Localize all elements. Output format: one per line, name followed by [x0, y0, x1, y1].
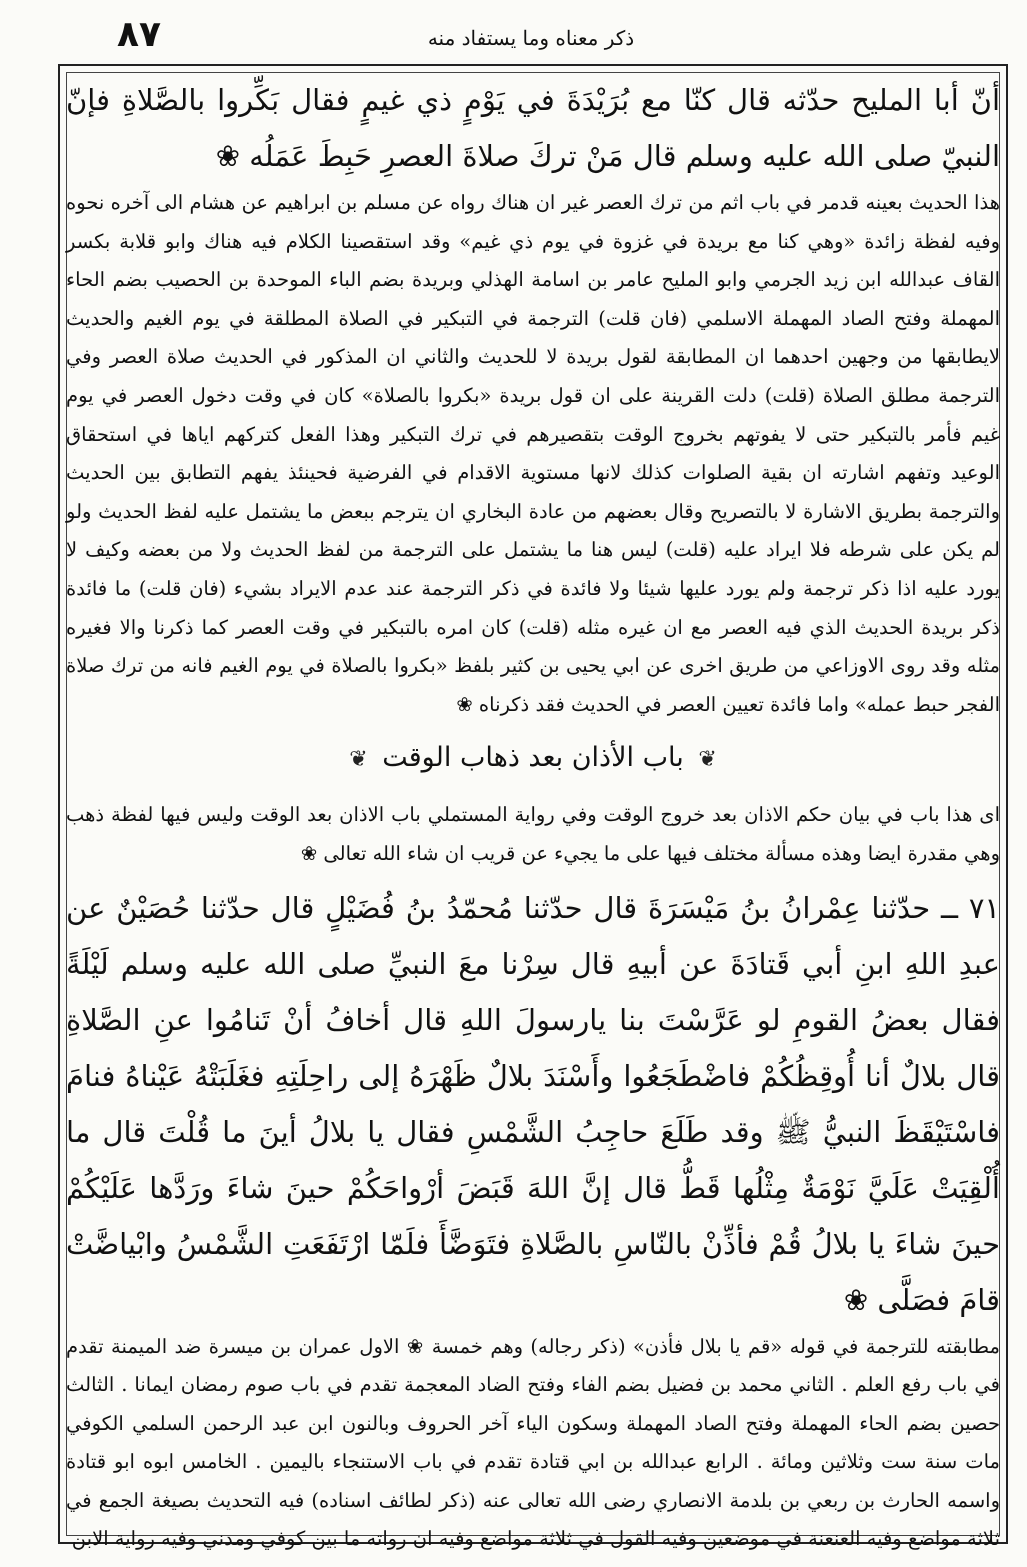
ornament-left-icon: ❦	[349, 747, 368, 773]
page-number: ۸۷	[117, 14, 161, 55]
hadith-text-1: أنّ أبا المليح حدّثه قال كنّا مع بُرَيْدَةَ في يَوْمٍ ذي غيمٍ فقال بَكِّروا بالصَّلاةِ فإنّ النبيّ صلى الله عليه وسلم قال مَنْ تركَ صلاةَ العصرِ حَبِطَ عَمَلُه ❀	[66, 83, 1000, 173]
running-title: ذكر معناه وما يستفاد منه	[427, 26, 635, 50]
page-header	[55, 14, 1007, 62]
main-text	[64, 72, 1002, 1559]
chapter-title: باب الأذان بعد ذهاب الوقت	[382, 742, 684, 774]
chapter-intro: اى هذا باب في بيان حكم الاذان بعد خروج الوقت وفي رواية المستملي باب الاذان بعد الوقت وليس فيها لفظة ذهب وهي مقدرة ايضا وهذه مسألة مختلف فيها على ما يجيء عن قريب ان شاء الله تعالى ❀	[66, 803, 1000, 865]
ornament-right-icon: ❦	[698, 747, 717, 773]
commentary-2: مطابقته للترجمة في قوله «قم يا بلال فأذن» (ذكر رجاله) وهم خمسة ❀ الاول عمران بن ميسرة ضد الميمنة تقدم في باب رفع العلم . الثاني محمد بن فضيل بضم الفاء وفتح الضاد المعجمة تقدم في باب صوم رمضان ايمانا . الثالث حصين بضم الحاء المهملة وفتح الصاد المهملة وسكون الياء آخر الحروف وبالنون ابن عبد الرحمن السلمي الكوفي مات سنة ست وثلاثين ومائة . الرابع عبدالله بن ابي قتادة تقدم في باب الاستنجاء باليمين . الخامس ابوه ابو قتادة واسمه الحارث بن ربعي بن بلدمة الانصاري رضى الله تعالى عنه (ذكر لطائف اسناده) فيه التحديث بصيغة الجمع في ثلاثة مواضع وفيه العنعنة في موضعين وفيه القول في ثلاثة مواضع وفيه ان رواته ما بين كوفي ومدني وفيه رواية الابن	[66, 1334, 1000, 1551]
hadith-text-2: ٧١ ــ حدّثنا عِمْرانُ بنُ مَيْسَرَةَ قال حدّثنا مُحمّدُ بنُ فُضَيْلٍ قال حدّثنا حُصَيْنٌ عن عبدِ اللهِ ابنِ أبي قَتادَةَ عن أبيهِ قال سِرْنا معَ النبيِّ صلى الله عليه وسلم لَيْلَةً فقال بعضُ القومِ لو عَرَّسْتَ بنا يارسولَ اللهِ قال أخافُ أنْ تَنامُوا عنِ الصَّلاةِ قال بلالٌ أنا أُوقِظُكُمْ فاضْطَجَعُوا وأَسْنَدَ بلالٌ ظَهْرَهُ إلى راحِلَتِهِ فغَلَبَتْهُ عَيْناهُ فنامَ فاسْتَيْقَظَ النبيُّ ﷺ وقد طَلَعَ حاجِبُ الشَّمْسِ فقال يا بلالُ أينَ ما قُلْتَ قال ما أُلْقِيَتْ عَلَيَّ نَوْمَةٌ مِثْلُها قَطُّ قال إنَّ اللهَ قَبَضَ أرْواحَكُمْ حينَ شاءَ ورَدَّها عَلَيْكُمْ حينَ شاءَ يا بلالُ قُمْ فأذِّنْ بالنّاسِ بالصَّلاةِ فتَوَضَّأَ فلَمّا ارْتَفَعَتِ الشَّمْسُ وابْياضَّتْ قامَ فصَلَّى ❀	[66, 890, 1000, 1317]
commentary-1: هذا الحديث بعينه قدمر في باب اثم من ترك العصر غير ان هناك رواه عن مسلم بن ابراهيم عن هشام الى آخره نحوه وفيه لفظة زائدة «وهي كنا مع بريدة في غزوة في يوم ذي غيم» وقد استقصينا الكلام فيه هناك وابو قلابة بكسر القاف عبدالله ابن زيد الجرمي وابو المليح عامر بن اسامة الهذلي وبريدة بضم الباء الموحدة بن الحصيب بضم الحاء المهملة وفتح الصاد المهملة الاسلمي (فان قلت) الترجمة في التبكير في الصلاة المطلقة في يوم الغيم والحديث لايطابقها من وجهين احدهما ان المطابقة لقول بريدة لا للحديث والثاني ان المذكور في الحديث صلاة العصر وفي الترجمة مطلق الصلاة (قلت) دلت القرينة على ان قول بريدة «بكروا بالصلاة» كان في وقت دخول العصر في يوم غيم فأمر بالتبكير حتى لا يفوتهم بخروج الوقت بتقصيرهم في ترك التبكير وهذا الفعل كتركهم اياها في استحقاق الوعيد وتفهم اشارته ان بقية الصلوات كذلك لانها مستوية الاقدام في الفرضية فحينئذ يفهم التطابق بين الحديث والترجمة بطريق الاشارة لا بالتصريح وقال بعضهم من عادة البخاري ان يترجم ببعض ما يشتمل عليه لفظ الحديث ولو لم يكن على شرطه فلا ايراد عليه (قلت) ليس هنا ما يشتمل على الترجمة من لفظ الحديث ولا من بعضه وكيف لا يورد عليه اذا ذكر ترجمة ولم يورد عليها شيئا ولا فائدة في ذكر الترجمة عند عدم الايراد بشيء (فان قلت) ما فائدة ذكر بريدة الحديث الذي فيه العصر مع ان غيره مثله (قلت) كان امره بالتبكير في وقت العصر كما ذكرنا والا فغيره مثله وقد روى الاوزاعي من طريق اخرى عن ابي يحيى بن كثير بلفظ «بكروا بالصلاة في يوم الغيم فانه من ترك صلاة الفجر حبط عمله» واما فائدة تعيين العصر في الحديث فقد ذكرناه ❀	[66, 191, 1001, 716]
chapter-heading	[64, 738, 1002, 780]
